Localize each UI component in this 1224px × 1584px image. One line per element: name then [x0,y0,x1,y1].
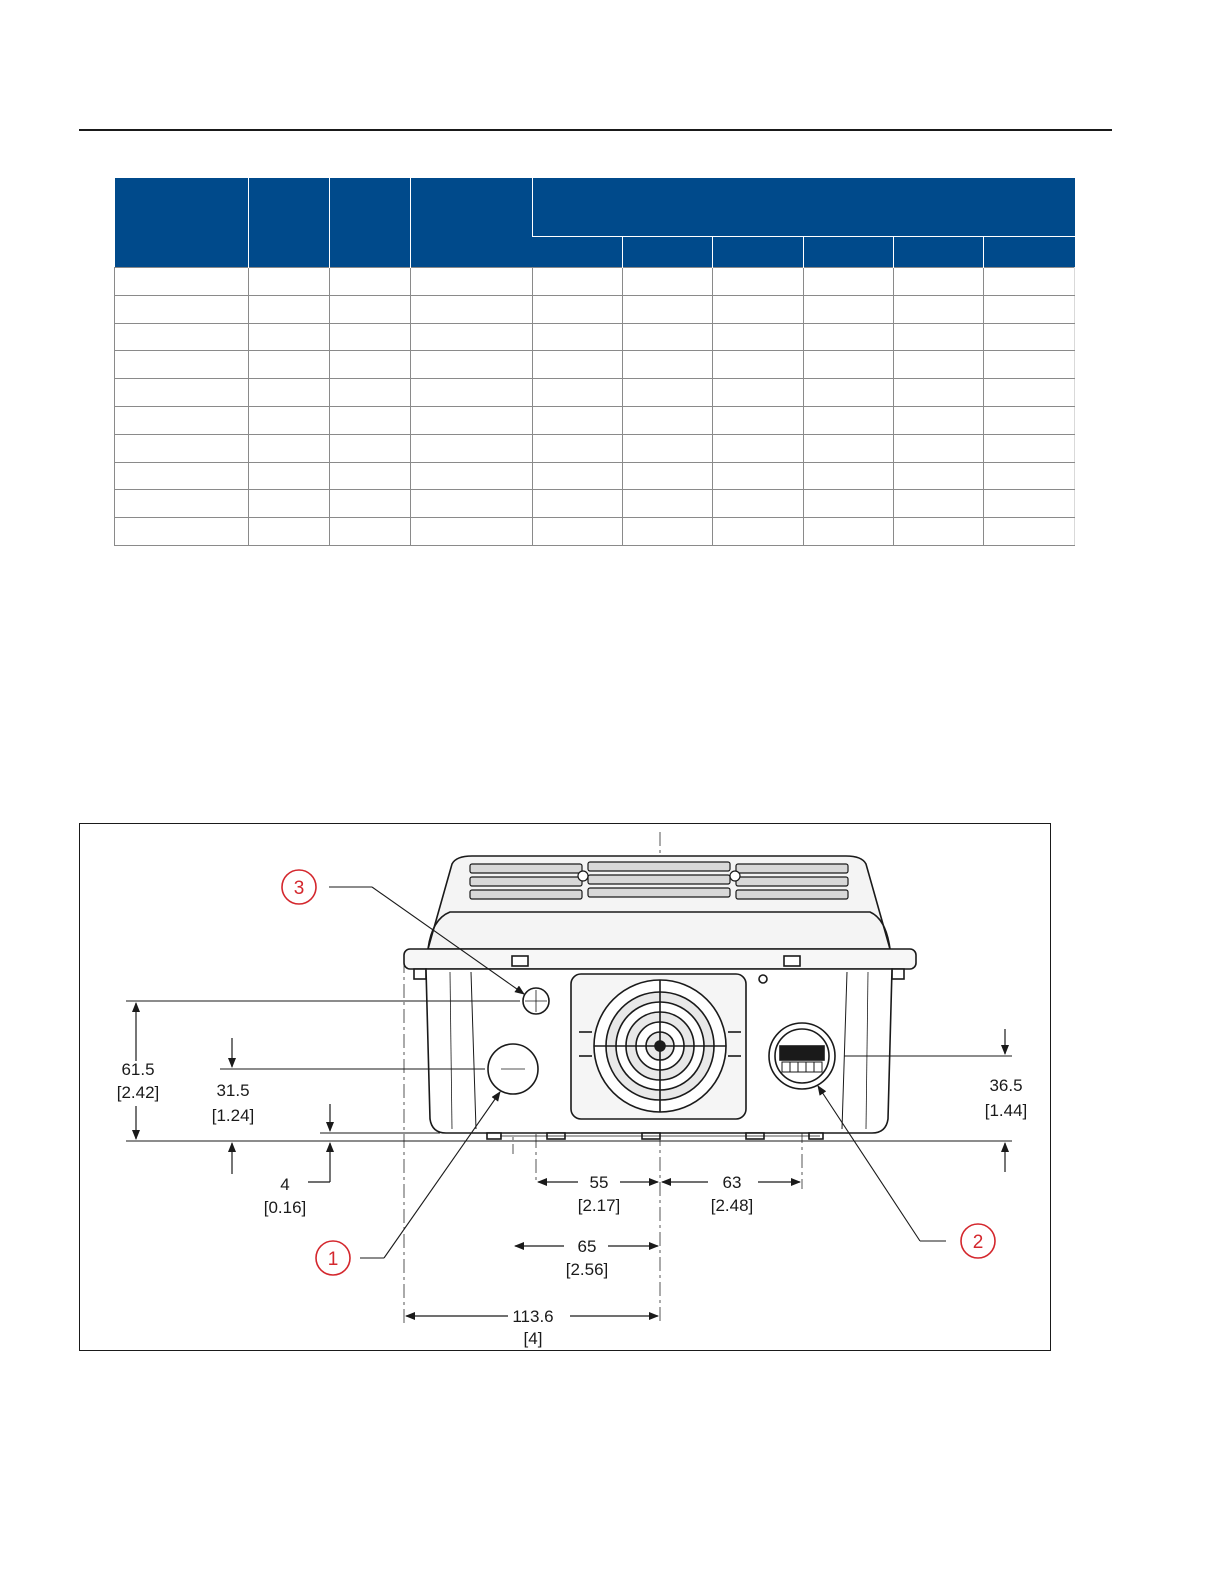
table-cell [894,379,984,407]
callout-1-label: 1 [327,1249,339,1270]
table-cell [533,295,623,323]
dim-55-mm: 55 [589,1173,609,1192]
dim-113-6-in: [4] [523,1329,543,1348]
table-cell [330,351,411,379]
table-cell [533,351,623,379]
table-cell [330,518,411,546]
table-cell [623,351,713,379]
table-cell [115,406,249,434]
table-cell [894,490,984,518]
table-cell [804,462,894,490]
dim-31-5-mm: 31.5 [216,1081,250,1100]
table-cell [804,379,894,407]
table-cell [411,518,533,546]
table-cell [411,462,533,490]
header-group-cell [533,178,1075,237]
table-row [115,379,1075,407]
table-cell [804,406,894,434]
table-cell [804,351,894,379]
header-subcell [713,237,804,268]
table-cell [249,379,330,407]
table-cell [330,295,411,323]
table-row [115,518,1075,546]
table-cell [713,462,804,490]
table-cell [411,406,533,434]
table-header [115,178,1075,268]
table-cell [249,518,330,546]
table-cell [249,434,330,462]
table-cell [713,268,804,296]
table-cell [984,351,1075,379]
table-row [115,323,1075,351]
table-cell [533,490,623,518]
table-cell [623,490,713,518]
table-cell [623,406,713,434]
header-cell [330,178,411,268]
table-cell [249,323,330,351]
dim-63-in: [2.48] [710,1196,754,1215]
table-cell [411,379,533,407]
dim-4-in: [0.16] [263,1198,307,1217]
table-row [115,406,1075,434]
table-cell [804,268,894,296]
header-cell [115,178,249,268]
table-cell [984,379,1075,407]
table-cell [115,268,249,296]
callout-3-label: 3 [293,878,305,899]
table-cell [623,323,713,351]
table-cell [894,518,984,546]
table-cell [713,406,804,434]
table-cell [623,434,713,462]
table-cell [411,323,533,351]
dim-36-5-mm: 36.5 [989,1076,1023,1095]
fan-guard [571,974,746,1119]
drawing-svg [80,824,1052,1352]
table-cell [713,379,804,407]
table-row [115,490,1075,518]
table-row [115,434,1075,462]
table-cell [330,490,411,518]
table-cell [894,406,984,434]
table-cell [249,490,330,518]
table-cell [623,295,713,323]
cable-gland [769,1023,835,1089]
dim-61-5-mm: 61.5 [121,1060,155,1079]
table-cell [533,379,623,407]
table-cell [249,351,330,379]
table-cell [984,434,1075,462]
table-cell [894,434,984,462]
table-cell [984,406,1075,434]
table-cell [894,462,984,490]
table-cell [894,295,984,323]
table-cell [984,518,1075,546]
dim-61-5-in: [2.42] [116,1083,160,1102]
table-cell [804,295,894,323]
table-cell [115,462,249,490]
table-cell [115,379,249,407]
table-cell [411,490,533,518]
enclosure-bottom-view-drawing [79,823,1051,1351]
header-cell [249,178,330,268]
table-row [115,268,1075,296]
table-cell [713,490,804,518]
table-cell [330,268,411,296]
table-row [115,462,1075,490]
dim-36-5-in: [1.44] [984,1101,1028,1120]
table-cell [804,434,894,462]
dim-65-in: [2.56] [565,1260,609,1279]
table-cell [330,379,411,407]
dim-65-mm: 65 [577,1237,597,1256]
table-cell [894,268,984,296]
table-cell [713,323,804,351]
table-cell [115,518,249,546]
table-body [115,268,1075,546]
table-cell [249,295,330,323]
table-cell [249,406,330,434]
table-cell [894,351,984,379]
table-cell [115,323,249,351]
table-cell [713,518,804,546]
table-cell [411,268,533,296]
table-cell [623,518,713,546]
table-cell [713,434,804,462]
table-cell [623,379,713,407]
table-cell [249,462,330,490]
table-cell [533,518,623,546]
table-cell [115,490,249,518]
table-cell [533,406,623,434]
header-subcell [623,237,713,268]
table-cell [984,323,1075,351]
dim-31-5-in: [1.24] [211,1106,255,1125]
table-cell [115,351,249,379]
table-cell [330,462,411,490]
dim-55-in: [2.17] [577,1196,621,1215]
table-cell [984,490,1075,518]
table-cell [533,462,623,490]
table-cell [411,351,533,379]
vent-grille [470,862,848,899]
specification-table [114,178,1075,546]
table-cell [533,268,623,296]
header-rule [79,129,1112,131]
table-cell [713,295,804,323]
table-cell [984,295,1075,323]
table-cell [330,323,411,351]
table-cell [713,351,804,379]
table-cell [115,434,249,462]
table-cell [411,434,533,462]
dim-63-mm: 63 [722,1173,742,1192]
header-subcell [804,237,894,268]
table-cell [330,406,411,434]
header-subcell [533,237,623,268]
table-cell [984,462,1075,490]
table-cell [804,323,894,351]
table-row [115,351,1075,379]
header-cell [411,178,533,268]
table-cell [533,323,623,351]
table-cell [623,268,713,296]
table-cell [984,268,1075,296]
table-cell [804,518,894,546]
table-cell [533,434,623,462]
table-cell [115,295,249,323]
table-cell [894,323,984,351]
header-subcell [984,237,1075,268]
table-cell [249,268,330,296]
table-cell [804,490,894,518]
dim-4-mm: 4 [280,1175,290,1194]
callout-2-label: 2 [972,1232,984,1253]
table-cell [330,434,411,462]
table-row [115,295,1075,323]
header-subcell [894,237,984,268]
table-cell [623,462,713,490]
table-cell [411,295,533,323]
dim-113-6-mm: 113.6 [512,1307,554,1326]
